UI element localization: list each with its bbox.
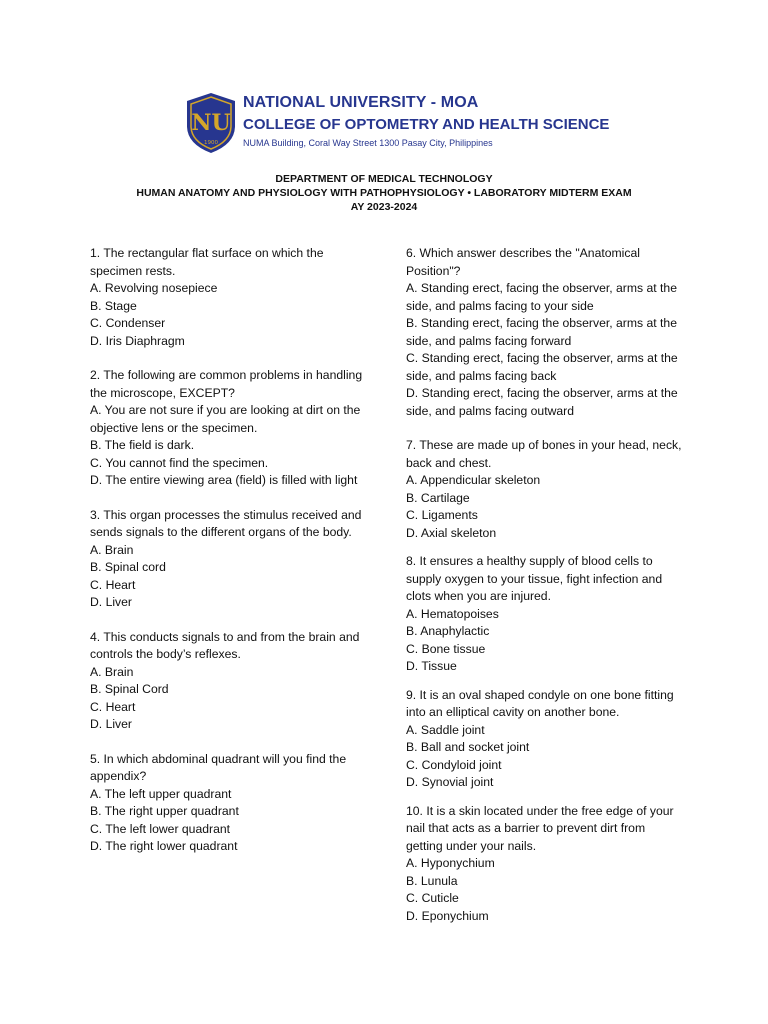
option-d: D. Iris Diaphragm — [90, 333, 185, 348]
option-c: C. Standing erect, facing the observer, arms at the side, and palms facing back — [406, 351, 678, 383]
option-c: C. Bone tissue — [406, 641, 486, 656]
option-b: B. Anaphylactic — [406, 624, 490, 638]
option-c: C. The left lower quadrant — [90, 821, 231, 836]
option-b: B. The field is dark. — [90, 438, 195, 452]
question-3 — [90, 507, 366, 612]
option-a: A. You are not sure if you are looking at dirt on the objective lens or the specimen. — [90, 403, 361, 435]
question-text: 4. This conducts signals to and from the brain and controls the body’s reflexes. — [90, 629, 360, 661]
question-text: 10. It is a skin located under the free edge of your nail that acts as a barrier to prevent dirt from getting under your nails. — [406, 803, 674, 853]
option-d: D. Liver — [90, 595, 132, 609]
course-exam-title: HUMAN ANATOMY AND PHYSIOLOGY WITH PATHOPHYSIOLOGY • LABORATORY MIDTERM EXAM — [136, 187, 632, 199]
seal-letters: NU — [191, 110, 231, 136]
option-d: D. Standing erect, facing the observer, arms at the side, and palms facing outward — [406, 386, 678, 418]
question-text: 9. It is an oval shaped condyle on one bone fitting into an elliptical cavity on another bone. — [406, 687, 674, 719]
option-c: C. Condyloid joint — [406, 757, 502, 772]
college-name: COLLEGE OF OPTOMETRY AND HEALTH SCIENCE — [243, 116, 610, 133]
option-a: A. Hematopoises — [406, 606, 499, 621]
option-b: B. Ball and socket joint — [406, 740, 530, 754]
question-4 — [90, 629, 366, 734]
question-8 — [406, 553, 682, 676]
department-name: DEPARTMENT OF MEDICAL TECHNOLOGY — [275, 173, 493, 185]
questions-left-column — [90, 245, 366, 873]
option-d: D. Axial skeleton — [406, 525, 497, 540]
question-text: 5. In which abdominal quadrant will you find the appendix? — [90, 751, 347, 783]
option-a: A. Brain — [90, 664, 134, 679]
question-9 — [406, 687, 682, 792]
option-a: A. The left upper quadrant — [90, 786, 232, 801]
option-b: B. The right upper quadrant — [90, 804, 239, 818]
letterhead — [184, 92, 610, 158]
option-d: D. Eponychium — [406, 908, 489, 923]
option-b: B. Lunula — [406, 873, 458, 888]
seal-year: 1900 — [204, 140, 218, 146]
question-6 — [406, 245, 682, 420]
question-5 — [90, 751, 366, 856]
exam-title-block — [0, 172, 768, 214]
option-c: C. You cannot find the specimen. — [90, 455, 269, 470]
option-d: D. The right lower quadrant — [90, 839, 238, 853]
question-text: 6. Which answer describes the "Anatomical Position"? — [406, 246, 640, 278]
university-name: NATIONAL UNIVERSITY - MOA — [243, 94, 479, 111]
option-a: A. Hyponychium — [406, 856, 495, 870]
option-d: D. Synovial joint — [406, 775, 494, 789]
college-address: NUMA Building, Coral Way Street 1300 Pasay City, Philippines — [243, 138, 493, 148]
question-text: 2. The following are common problems in handling the microscope, EXCEPT? — [90, 368, 363, 400]
question-10 — [406, 803, 682, 926]
university-seal-logo — [184, 92, 238, 154]
option-c: C. Cuticle — [406, 891, 459, 905]
option-c: C. Condenser — [90, 316, 166, 330]
option-b: B. Stage — [90, 298, 137, 313]
question-text: 7. These are made up of bones in your head, neck, back and chest. — [406, 438, 682, 470]
academic-year: AY 2023-2024 — [350, 201, 418, 213]
option-a: A. Saddle joint — [406, 722, 485, 737]
option-a: A. Standing erect, facing the observer, arms at the side, and palms facing to your side — [406, 281, 677, 313]
option-a: A. Brain — [90, 542, 134, 557]
question-2 — [90, 367, 366, 490]
question-text: 8. It ensures a healthy supply of blood cells to supply oxygen to your tissue, fight infection and clots when you are injured. — [406, 554, 663, 603]
option-c: C. Heart — [90, 577, 136, 592]
option-a: A. Revolving nosepiece — [90, 281, 218, 295]
option-b: B. Standing erect, facing the observer, arms at the side, and palms facing forward — [406, 316, 677, 348]
option-b: B. Cartilage — [406, 490, 470, 505]
question-1 — [90, 245, 366, 350]
option-a: A. Appendicular skeleton — [406, 473, 541, 487]
question-text: 1. The rectangular flat surface on which the specimen rests. — [90, 246, 324, 278]
questions-right-column — [406, 245, 682, 936]
option-d: D. Liver — [90, 717, 132, 731]
option-c: C. Ligaments — [406, 508, 478, 522]
option-b: B. Spinal cord — [90, 560, 166, 574]
option-c: C. Heart — [90, 699, 136, 714]
option-d: D. The entire viewing area (field) is filled with light — [90, 473, 358, 487]
option-b: B. Spinal Cord — [90, 682, 169, 696]
option-d: D. Tissue — [406, 659, 457, 673]
question-text: 3. This organ processes the stimulus received and sends signals to the different organs of the body. — [90, 507, 362, 539]
question-7 — [406, 437, 682, 542]
